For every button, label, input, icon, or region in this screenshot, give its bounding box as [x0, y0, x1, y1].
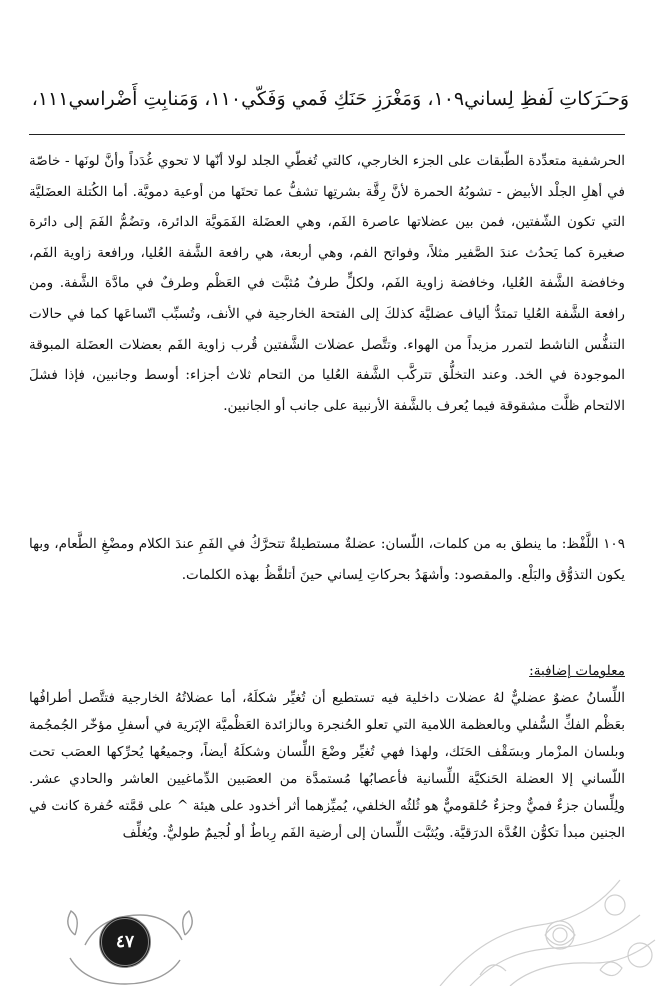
footnote-text: ١٠٩ اللَّفْظ: ما ينطق به من كلمات، اللّسان: عضلةٌ مستطيلةٌ تتحرَّكُ في الفَمِ عندَ الكلام ومضْغِ الطَّعام، وبها يكون التذوُّق والبَلْع. والمقصود: وأشهَدُ بحركاتِ لِساني حينَ أتلفَّظُ بهذه الكلمات. — [29, 536, 625, 583]
page-number-badge: ٤٧ — [99, 916, 151, 968]
poem-line: وَحـَرَكاتِ لَفظِ لِساني١٠٩، وَمَغْرَزِ حَنَكِ فَمي وَفَكّي١١٠، وَمَنابِتِ أَضْراسي١١١، — [31, 88, 629, 110]
footnote-109 — [29, 529, 625, 591]
footnote-text: الحرشفية متعدِّدة الطّبقات على الجزء الخارجي، كالتي تُغطّي الجلد لولا أنّها لا تحوي غُدَداً وأنَّ لونَها - خاصّة في أهلِ الجلْد الأبيض - تشوبُهُ الحمرة لأنَّ رِقَّة بشرتِها تشفُّ عما تحتَها من أوعية دمويَّة. أما الكُتلة العضَليَّة التي تكون الشّفتين، فمن بين عضلاتها عاصرة الفَم، وهي العضَلة الفَمَويَّة الدائرة، وتضُمُّ الفَمَ إلى دائرة صغيرة كما يَحدُث عندَ الصَّفير مثلاً، وفواتح الفم، وهي أربعة، هي رافعة الشَّفة العُليا، ورافعة زاوية الفَم، وخافضة الشَّفة العُليا، وخافضة زاوية الفَم، ولكلٍّ طرفٌ مُثبَّت في العَظْم وطرفٌ في مادَّة الشَّفة. ومن رافعة الشَّفة العُليا تمتدُّ ألياف عضليَّة كذلكَ إلى الفتحة الخارجية في الأنف، وتُسبِّب اتّساعَها كما في حالات التنفُّس الناشط لتمرر مزيداً من الهواء. وتتَّصل عضلات الشَّفتين قُرب زاوية الفَم بعضلات العضَلة المبوقة الموجودة في الخد. وعند التخلُّق تتركَّب الشَّفة العُليا من التحام ثلاث أجزاء: أوسط وجانبين، فإذا فشلَ الالتحام ظلَّت مشقوقة فيما يُعرف بالشَّفة الأرنبية على جانب أو الجانبين. — [29, 153, 625, 414]
additional-info-heading: معلومات إضافية: — [529, 663, 625, 679]
footnote-divider — [29, 134, 625, 135]
additional-info-text: اللِّسانُ عضوٌ عضليٌّ لهُ عضلات داخلية فيه تستطيع أن تُغيِّر شكلَهُ، أما عضلاتُهُ الخارجية فتتَّصل أطرافُها بعَظْم الفكِّ السُّفلي وبالعظمة اللامية التي تعلو الحُنجرة وبالزائدة العَظْميَّة الإبَرية في أسفلِ مؤخّر الجُمجُمة وبلسان المزْمار وبسَقْف الحَنَك، ولهذا فهي تُغيِّر وضْعَ اللِّسان وشكلَهُ أيضاً، وجميعُها يُحرِّكها العصَب تحت اللّساني إلا العضلة الحَنكيَّة اللِّسانية فأعصابُها مُستمدَّة من العصَبين الدِّماغيين العاشر والحادي عشر. ولِلِّسان جزءٌ فميٌّ وجزءٌ حُلقوميٌّ هو ثُلثُه الخلفي، يُميِّزهما أثر أخدود على هيئة ^ على قمَّته حُفرة كانت في الجنين مبدأ تكوُّن الغُدَّة الدرَقيَّة. ويُثبَّت اللِّسان إلى أرضية الفَم رِباطٌ أو لُجيمٌ طوليٌّ. ويُغلِّف — [29, 690, 625, 841]
additional-info-section — [29, 658, 625, 847]
footnote-108-continuation — [29, 146, 625, 421]
